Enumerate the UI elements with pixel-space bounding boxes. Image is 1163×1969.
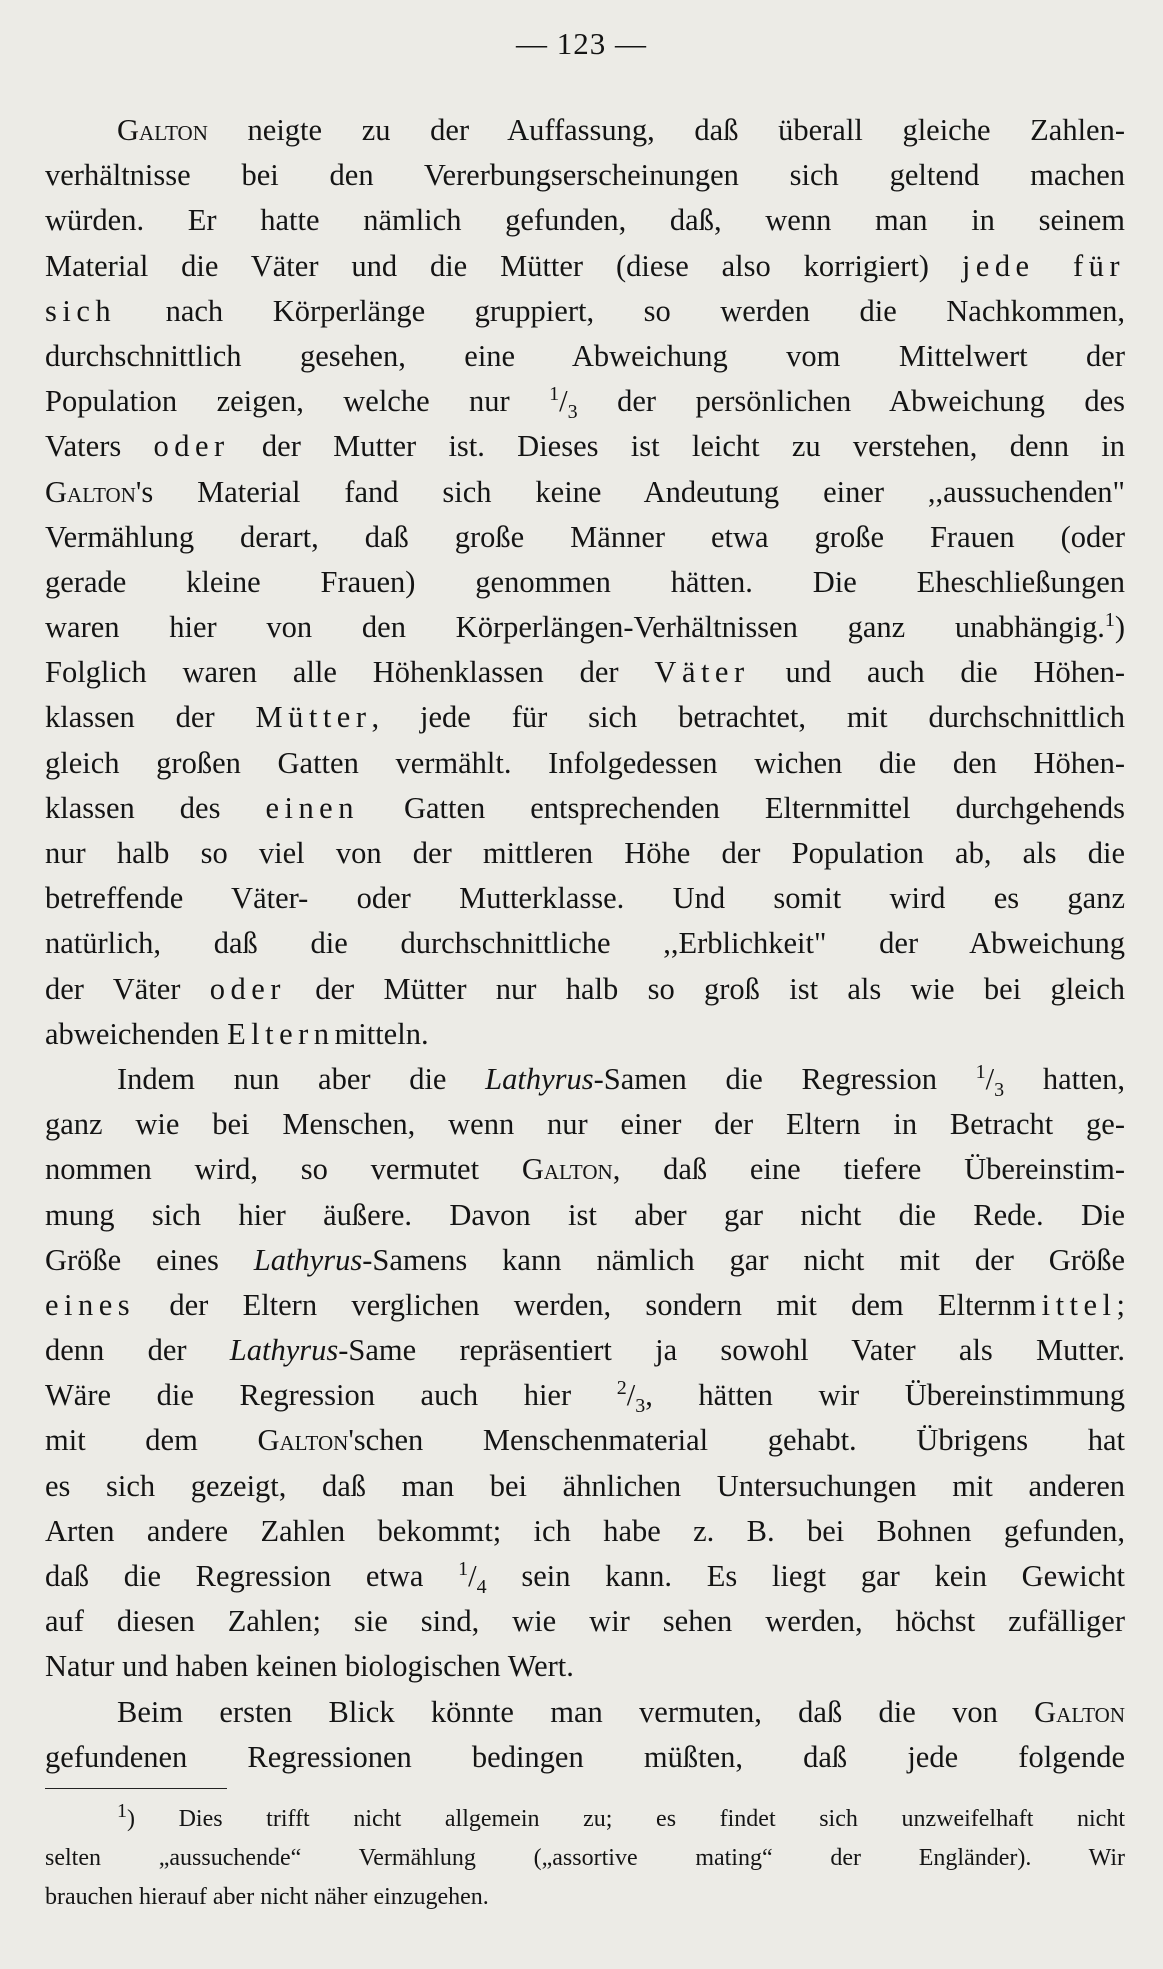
text-run: Vermählung derart, daß große Männer etwa große Frauen (oder	[45, 519, 1125, 554]
text-line	[45, 1328, 1125, 1373]
text-run: Galton	[1034, 1694, 1125, 1729]
text-line	[45, 470, 1125, 515]
text-run: /	[985, 1061, 995, 1096]
footnote-line	[45, 1878, 1125, 1917]
text-run: der persönlichen Abweichung des	[577, 384, 1125, 419]
text-run: es sich gezeigt, daß man bei ähnlichen Untersuchungen mit anderen	[45, 1468, 1125, 1503]
text-line	[45, 1238, 1125, 1283]
text-line	[45, 605, 1125, 650]
text-run: Folglich waren alle Höhenklassen der	[45, 655, 655, 690]
text-run: Natur und haben keinen biologischen Wert.	[45, 1649, 574, 1684]
text-run: natürlich, daß die durchschnittliche ,,Erblichkeit" der Abweichung	[45, 926, 1125, 961]
text-run: der Eltern verglichen werden, sondern mit dem Eltern	[135, 1287, 1013, 1322]
text-run: /	[468, 1559, 477, 1593]
text-line	[45, 1735, 1125, 1780]
footnote-divider	[45, 1788, 227, 1789]
text-run: nach Körperlänge gruppiert, so werden die Nachkommen,	[116, 293, 1125, 328]
footnote-line	[45, 1800, 1125, 1839]
text-run: jede für	[961, 248, 1125, 283]
text-run: Lathyrus	[229, 1333, 339, 1368]
text-run: -Samen die Regression	[593, 1061, 976, 1096]
text-run: mittel	[1012, 1287, 1117, 1322]
text-run: und auch die Höhen-	[749, 655, 1125, 690]
text-run: eines	[45, 1287, 136, 1322]
text-run: Galton	[257, 1423, 349, 1458]
text-line	[45, 967, 1125, 1012]
text-run: oder	[153, 429, 230, 464]
text-run: Väter	[654, 655, 750, 690]
text-run: ganz wie bei Menschen, wenn nur einer der Eltern in Betracht ge-	[45, 1107, 1125, 1142]
footnote-line	[45, 1839, 1125, 1878]
text-run: , daß eine tiefere Übereinstim-	[612, 1152, 1125, 1187]
text-line	[45, 1193, 1125, 1238]
text-line	[45, 1464, 1125, 1509]
text-run: 'schen Menschenmaterial gehabt. Übrigens hat	[348, 1423, 1126, 1458]
text-run: 1	[1104, 608, 1115, 631]
text-run: 1	[458, 1557, 469, 1580]
text-run: mitteln.	[334, 1016, 429, 1051]
text-line	[45, 198, 1125, 243]
text-run: nur halb so viel von der mittleren Höhe der Population ab, als die	[45, 836, 1125, 870]
text-run: Arten andere Zahlen bekommt; ich habe z. B. bei Bohnen gefunden,	[45, 1513, 1125, 1548]
text-run: würden. Er hatte nämlich gefunden, daß, wenn man in seinem	[45, 203, 1125, 238]
text-run: Material die Väter und die Mütter (diese also korrigiert)	[45, 248, 962, 283]
text-line	[45, 876, 1125, 921]
text-run: Galton	[521, 1152, 613, 1187]
text-run: 's Material fand sich keine Andeutung einer ,,aussuchenden"	[135, 474, 1125, 509]
text-run: gleich großen Gatten vermählt. Infolgedessen wichen die den Höhen-	[45, 745, 1125, 780]
text-line	[45, 1147, 1125, 1192]
text-run: der Mütter nur halb so groß ist als wie bei gleich	[285, 971, 1125, 1006]
text-line	[45, 108, 1125, 153]
text-run: Lathyrus	[253, 1242, 363, 1277]
text-run: klassen der	[45, 700, 256, 735]
text-run: , jede für sich betrachtet, mit durchschnittlich	[371, 700, 1126, 735]
text-run: sein kann. Es liegt gar kein Gewicht	[486, 1559, 1125, 1593]
text-run: daß die Regression etwa	[45, 1559, 459, 1593]
text-line	[45, 153, 1125, 198]
text-run: hatten,	[1004, 1061, 1125, 1096]
text-line	[45, 1283, 1125, 1328]
text-run: Beim ersten Blick könnte man vermuten, daß die von	[117, 1694, 1035, 1729]
text-run: 3	[994, 1079, 1005, 1102]
text-run: /	[626, 1378, 636, 1413]
text-run: waren hier von den Körperlängen-Verhältnissen ganz unabhängig.	[45, 610, 1105, 645]
text-line	[45, 741, 1125, 786]
text-line	[45, 1057, 1125, 1102]
text-run: Gatten entsprechenden Elternmittel durchgehends	[358, 790, 1125, 825]
text-run: Indem nun aber die	[117, 1061, 486, 1096]
text-line	[45, 1373, 1125, 1418]
text-run: auf diesen Zahlen; sie sind, wie wir sehen werden, höchst zufälliger	[45, 1604, 1125, 1639]
text-run: oder	[209, 971, 286, 1006]
text-run: durchschnittlich gesehen, eine Abweichung vom Mittelwert der	[45, 338, 1125, 373]
text-run: klassen des	[45, 790, 266, 825]
text-run: 4	[476, 1576, 487, 1599]
text-line	[45, 1509, 1125, 1554]
text-run: 1	[975, 1060, 986, 1083]
text-run: sich	[45, 293, 117, 328]
text-run: )	[1114, 610, 1125, 645]
text-line	[45, 379, 1125, 424]
text-run: Wäre die Regression auch hier	[45, 1378, 617, 1413]
text-run: gerade kleine Frauen) genommen hätten. Die Eheschließungen	[45, 564, 1125, 599]
text-run: 3	[567, 401, 578, 424]
text-line	[45, 1102, 1125, 1147]
text-run: denn der	[45, 1333, 230, 1368]
text-run: Galton	[117, 113, 208, 147]
body-text	[45, 108, 1125, 1780]
text-line	[45, 560, 1125, 605]
text-run: Mütter	[255, 700, 372, 735]
text-run: betreffende Väter- oder Mutterklasse. Und somit wird es ganz	[45, 881, 1125, 916]
text-line	[45, 1418, 1125, 1463]
text-run: , hätten wir Übereinstimmung	[645, 1378, 1125, 1413]
text-run: nommen wird, so vermutet	[45, 1152, 522, 1187]
text-line	[45, 921, 1125, 966]
text-line	[45, 244, 1125, 289]
text-line	[45, 695, 1125, 740]
text-run: /	[559, 384, 568, 419]
text-run: abweichenden	[45, 1016, 228, 1051]
text-run: ;	[1116, 1287, 1125, 1322]
text-run: mit dem	[45, 1423, 258, 1458]
text-line	[45, 1644, 1125, 1689]
text-run: brauchen hierauf aber nicht näher einzugehen.	[45, 1884, 489, 1910]
text-line	[45, 786, 1125, 831]
text-line	[45, 424, 1125, 469]
text-line	[45, 334, 1125, 379]
text-run: 1	[549, 382, 560, 405]
text-run: Vaters	[45, 429, 154, 464]
text-run: 2	[616, 1377, 627, 1400]
text-run: einen	[265, 790, 359, 825]
text-run: Population zeigen, welche nur	[45, 384, 550, 419]
text-run: 3	[635, 1395, 646, 1418]
text-line	[45, 831, 1125, 876]
text-run: der Väter	[45, 971, 210, 1006]
text-run: neigte zu der Auffassung, daß überall gleiche Zahlen-	[207, 113, 1125, 147]
text-run: mung sich hier äußere. Davon ist aber gar nicht die Rede. Die	[45, 1197, 1125, 1232]
text-run: ) Dies trifft nicht allgemein zu; es findet sich unzweifelhaft nicht	[127, 1806, 1125, 1832]
text-run: der Mutter ist. Dieses ist leicht zu verstehen, denn in	[229, 429, 1125, 464]
text-run: -Samens kann nämlich gar nicht mit der Größe	[362, 1242, 1125, 1277]
text-line	[45, 650, 1125, 695]
page-number: — 123 —	[516, 26, 647, 61]
text-line	[45, 1012, 1125, 1057]
text-run: Lathyrus	[485, 1061, 594, 1096]
text-line	[45, 1690, 1125, 1735]
text-line	[45, 289, 1125, 334]
text-run: gefundenen Regressionen bedingen müßten, daß jede folgende	[45, 1739, 1125, 1774]
text-run: 1	[117, 1800, 127, 1822]
text-run: Galton	[45, 474, 136, 509]
footnote	[45, 1800, 1125, 1917]
text-run: Eltern	[227, 1016, 335, 1051]
text-line	[45, 1554, 1125, 1599]
text-line	[45, 1599, 1125, 1644]
text-line	[45, 515, 1125, 560]
text-run: -Same repräsentiert ja sowohl Vater als Mutter.	[338, 1333, 1126, 1368]
text-run: verhältnisse bei den Vererbungserscheinungen sich geltend machen	[45, 158, 1125, 193]
text-run: Größe eines	[45, 1242, 254, 1277]
text-run: selten „aussuchende“ Vermählung („assortive mating“ der Engländer). Wir	[45, 1845, 1125, 1871]
